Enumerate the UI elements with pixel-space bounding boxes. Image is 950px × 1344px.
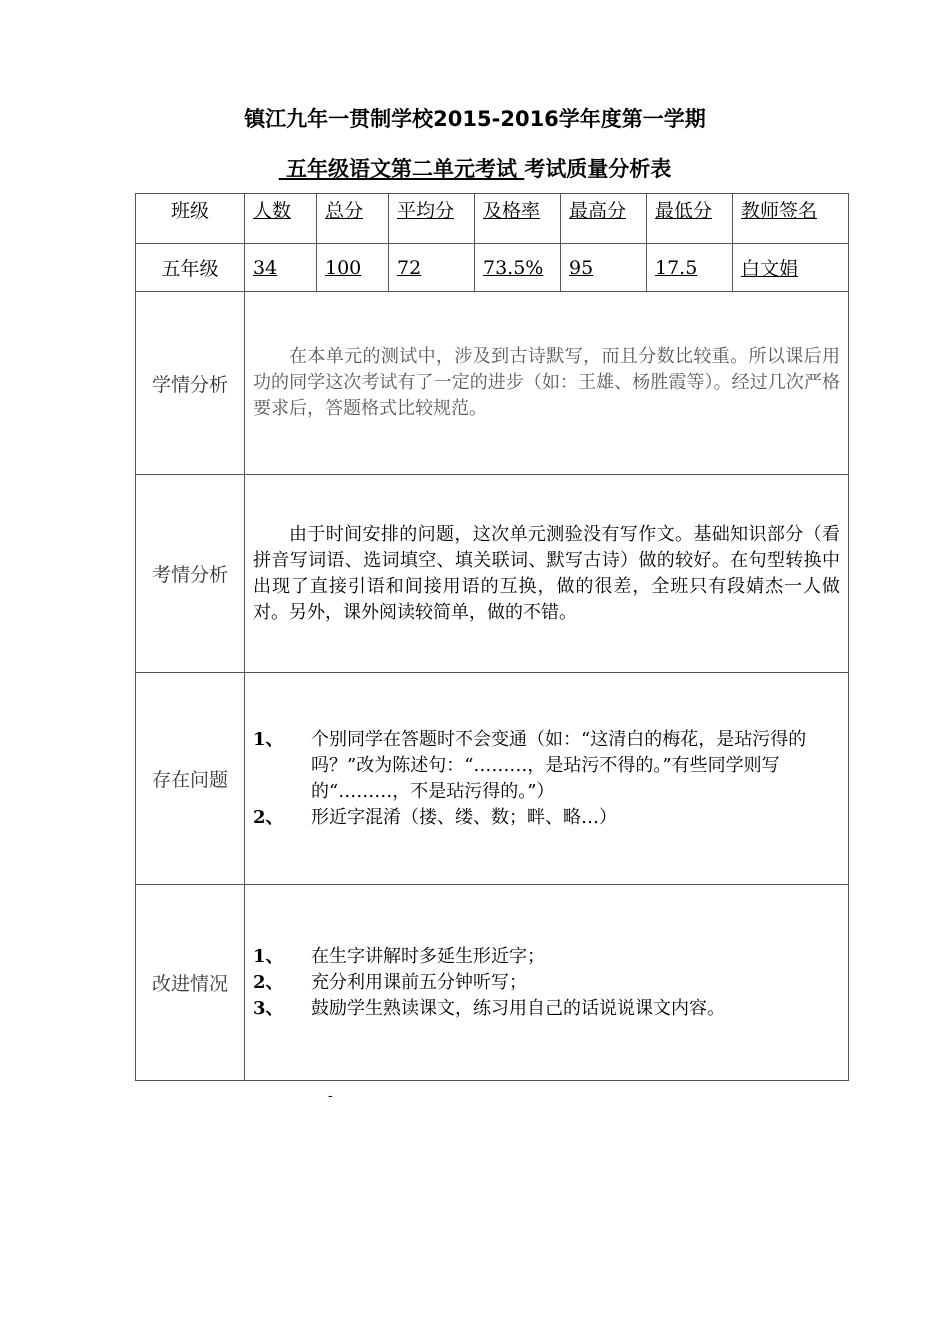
list-item-number: 3、 xyxy=(253,997,284,1019)
cell-average: 72 xyxy=(389,244,475,292)
cell-class: 五年级 xyxy=(136,244,245,292)
header-total: 总分 xyxy=(317,194,389,244)
footer-mark: - xyxy=(328,1088,333,1104)
label-gaijin: 改进情况 xyxy=(136,885,245,1081)
list-item-number: 1、 xyxy=(253,728,284,750)
section-xueqing xyxy=(136,292,849,475)
section-kaoqing xyxy=(136,475,849,673)
cell-total: 100 xyxy=(317,244,389,292)
section-gaijin xyxy=(136,885,849,1081)
header-row xyxy=(136,194,849,244)
cell-teacher: 白文娟 xyxy=(733,244,849,292)
header-class: 班级 xyxy=(136,194,245,244)
label-wenti: 存在问题 xyxy=(136,673,245,885)
cell-pass-rate: 73.5% xyxy=(475,244,561,292)
content-kaoqing xyxy=(245,475,849,673)
data-row xyxy=(136,244,849,292)
header-max: 最高分 xyxy=(561,194,647,244)
cell-max: 95 xyxy=(561,244,647,292)
form-name: 考试质量分析表 xyxy=(524,157,672,181)
list-item-text: 在生字讲解时多延生形近字； xyxy=(311,945,545,967)
section-wenti xyxy=(136,673,849,885)
list-item-text: 个别同学在答题时不会变通（如：“这清白的梅花，是玷污得的吗？”改为陈述句：“………，是玷污不得的。”有些同学则写的“………，不是玷污得的。”） xyxy=(311,728,807,802)
text-kaoqing: 由于时间安排的问题，这次单元测验没有写作文。基础知识部分（看拼音写词语、选词填空、填关联词、默写古诗）做的较好。在句型转换中出现了直接引语和间接用语的互换，做的很差，全班只有段婧杰一人做对。另外，课外阅读较简单，做的不错。 xyxy=(253,523,840,623)
list-item xyxy=(253,944,840,970)
cell-count: 34 xyxy=(245,244,317,292)
content-wenti xyxy=(245,673,849,885)
header-average: 平均分 xyxy=(389,194,475,244)
list-item-text: 形近字混淆（搂、缕、数；畔、略…） xyxy=(311,806,617,828)
list-item-text: 充分利用课前五分钟听写； xyxy=(311,971,527,993)
list-item xyxy=(253,805,840,831)
content-gaijin xyxy=(245,885,849,1081)
document-subtitle xyxy=(0,153,950,183)
list-item-number: 1、 xyxy=(253,945,284,967)
content-xueqing xyxy=(245,292,849,475)
list-item-number: 2、 xyxy=(253,806,284,828)
header-count: 人数 xyxy=(245,194,317,244)
header-min: 最低分 xyxy=(647,194,733,244)
list-item-number: 2、 xyxy=(253,971,284,993)
label-xueqing: 学情分析 xyxy=(136,292,245,475)
list-gaijin xyxy=(253,944,840,1022)
list-item-text: 鼓励学生熟读课文，练习用自己的话说说课文内容。 xyxy=(311,997,725,1019)
cell-min: 17.5 xyxy=(647,244,733,292)
label-kaoqing: 考情分析 xyxy=(136,475,245,673)
document-title: 镇江九年一贯制学校2015-2016学年度第一学期 xyxy=(244,107,706,131)
list-item xyxy=(253,727,840,805)
exam-name: 五年级语文第二单元考试 xyxy=(278,157,525,181)
analysis-table xyxy=(135,193,849,1081)
list-item xyxy=(253,970,840,996)
header-pass-rate: 及格率 xyxy=(475,194,561,244)
header-teacher: 教师签名 xyxy=(733,194,849,244)
list-item xyxy=(253,996,840,1022)
list-wenti xyxy=(253,727,840,831)
text-xueqing: 在本单元的测试中，涉及到古诗默写，而且分数比较重。所以课后用功的同学这次考试有了一定的进步（如：王雄、杨胜霞等）。经过几次严格要求后，答题格式比较规范。 xyxy=(253,346,840,419)
